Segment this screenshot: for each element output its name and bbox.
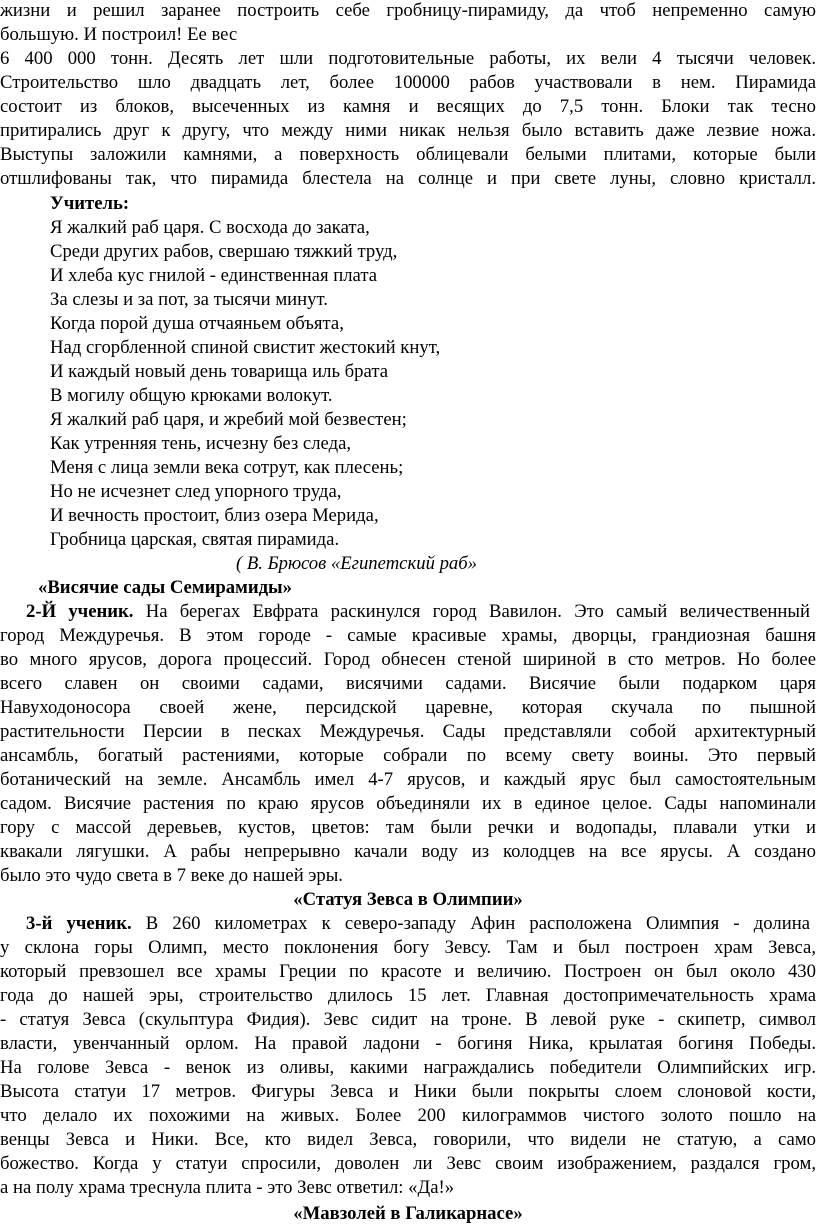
poem-line: Гробница царская, святая пирамида. <box>50 529 340 550</box>
section-line: было это чудо света в 7 веке до нашей эры. <box>0 865 343 886</box>
section-line: город Междуречья. В этом городе - самые красивые храмы, дворцы, грандиозная башня <box>0 625 816 646</box>
poem-attribution: ( В. Брюсов «Египетский раб» <box>236 553 478 574</box>
section-line: растительности Персии в песках Междуречья. Сады представляли собой архитектурный <box>0 721 816 742</box>
section-paragraph-start <box>26 913 810 935</box>
section-line: ансамбль, богатый растениями, которые собрали по всему свету воины. Это первый <box>0 745 816 766</box>
poem-line: Среди других рабов, свершаю тяжкий труд, <box>50 241 398 262</box>
section-line: венцы Зевса и Ники. Все, кто видел Зевса, говорили, что видели не статую, а само <box>0 1129 816 1150</box>
poem-line: Я жалкий раб царя, и жребий мой безвестен; <box>50 409 407 430</box>
section-line: года до нашей эры, строительство длилось 15 лет. Главная достопримечательность храма <box>0 985 816 1006</box>
poem-line: За слезы и за пот, за тысячи минут. <box>50 289 328 310</box>
section-line: власти, увенчанный орлом. На правой ладони - богиня Ника, крылатая богиня Победы. <box>0 1033 816 1054</box>
poem-speaker: Учитель: <box>50 193 130 214</box>
section-line: во много ярусов, дорога процессий. Город обнесен стеной шириной в сто метров. Но более <box>0 649 816 670</box>
poem-line: Но не исчезнет след упорного труда, <box>50 481 342 502</box>
paragraph-text: В 260 километрах к северо-западу Афин расположена Олимпия - долина <box>131 913 810 934</box>
section-line: садом. Висячие растения по краю ярусов объединяли их в единое целое. Сады напоминали <box>0 793 816 814</box>
poem-line: Я жалкий раб царя. С восхода до заката, <box>50 217 370 238</box>
intro-line: жизни и решил заранее построить себе гробницу-пирамиду, да чтоб непременно самую <box>0 0 816 21</box>
intro-line: большую. И построил! Ее вес <box>0 24 238 45</box>
section-title: «Висячие сады Семирамиды» <box>38 577 292 598</box>
paragraph-text: На берегах Евфрата раскинулся город Вавилон. Это самый величественный <box>133 601 810 622</box>
section-line: божество. Когда у статуи спросили, доволен ли Зевс своим изображением, раздался гром, <box>0 1153 816 1174</box>
section-line: Навуходоносора своей жене, персидской царевне, которая скучала по пышной <box>0 697 816 718</box>
student-speaker: 2-Й ученик. <box>26 601 134 622</box>
section-line: - статуя Зевса (скульптура Фидия). Зевс сидит на троне. В левой руке - скипетр, символ <box>0 1009 816 1030</box>
section-line: который превзошел все храмы Греции по красоте и величию. Построен он был около 430 <box>0 961 816 982</box>
section-line: квакали лягушки. А рабы непрерывно качали воду из колодцев на все ярусы. А создано <box>0 841 816 862</box>
intro-line: притирались друг к другу, что между ними никак нельзя было вставить даже лезвие ножа. <box>0 120 816 141</box>
poem-line: Как утренняя тень, исчезну без следа, <box>50 433 352 454</box>
poem-line: Над сгорбленной спиной свистит жестокий кнут, <box>50 337 441 358</box>
student-speaker: 3-й ученик. <box>26 913 132 934</box>
poem-line: И вечность простоит, близ озера Мерида, <box>50 505 379 526</box>
section-line: Высота статуи 17 метров. Фигуры Зевса и Ники были покрыты слоем слоновой кости, <box>0 1081 816 1102</box>
section-paragraph-start <box>26 601 810 623</box>
poem-line: В могилу общую крюками волокут. <box>50 385 333 406</box>
intro-line: 6 400 000 тонн. Десять лет шли подготовительные работы, их вели 4 тысячи человек. <box>0 48 816 69</box>
section-line: ботанический на земле. Ансамбль имел 4-7 ярусов, и каждый ярус был самостоятельным <box>0 769 816 790</box>
poem-line: И каждый новый день товарища иль брата <box>50 361 389 382</box>
intro-line: Строительство шло двадцать лет, более 100000 рабов участвовали в нем. Пирамида <box>0 72 816 93</box>
intro-line: Выступы заложили камнями, а поверхность облицевали белыми плитами, которые были <box>0 144 816 165</box>
section-line: всего славен он своими садами, висячими садами. Висячие были подарком царя <box>0 673 816 694</box>
section-line: у склона горы Олимп, место поклонения богу Зевсу. Там и был построен храм Зевса, <box>0 937 816 958</box>
section-line: а на полу храма треснула плита - это Зевс ответил: «Да!» <box>0 1177 455 1198</box>
intro-line: состоит из блоков, высеченных из камня и весящих до 7,5 тонн. Блоки так тесно <box>0 96 816 117</box>
section-title: «Мавзолей в Галикарнасе» <box>293 1203 523 1224</box>
poem-line: Меня с лица земли века сотрут, как плесень; <box>50 457 404 478</box>
section-line: гору с массой деревьев, кустов, цветов: там были речки и водопады, плавали утки и <box>0 817 816 838</box>
poem-line: И хлеба кус гнилой - единственная плата <box>50 265 378 286</box>
intro-line: отшлифованы так, что пирамида блестела на солнце и при свете луны, словно кристалл. <box>0 168 816 189</box>
poem-line: Когда порой душа отчаяньем объята, <box>50 313 344 334</box>
section-title: «Статуя Зевса в Олимпии» <box>293 889 523 910</box>
section-line: что делало их похожими на живых. Более 200 килограммов чистого золото пошло на <box>0 1105 816 1126</box>
section-line: На голове Зевса - венок из оливы, какими награждались победители Олимпийских игр. <box>0 1057 816 1078</box>
